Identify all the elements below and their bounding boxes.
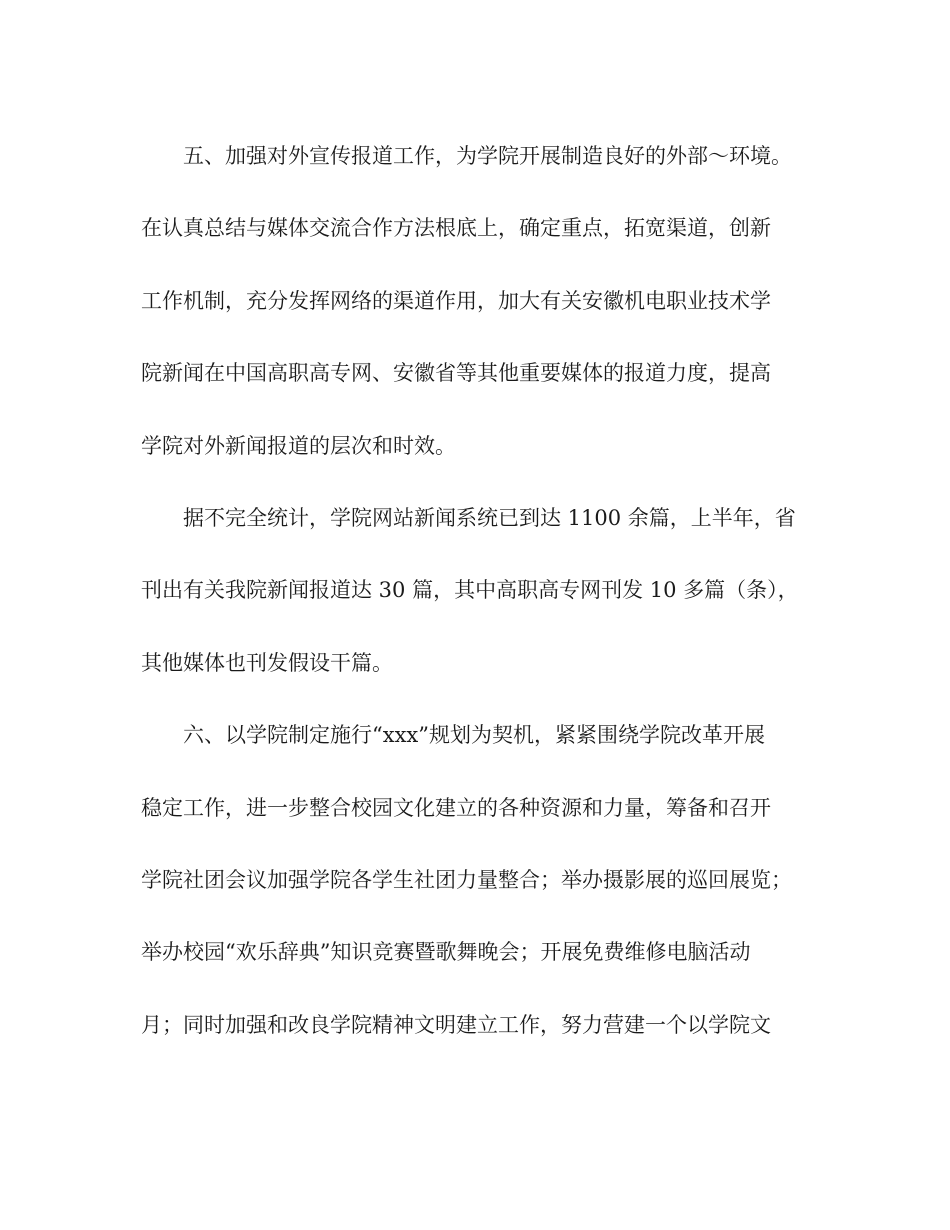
paragraph-6-line-4: 举办校园“欢乐辞典”知识竞赛暨歌舞晚会；开展免费维修电脑活动	[141, 940, 751, 965]
paragraph-6-line-5: 月；同时加强和改良学院精神文明建立工作，努力营建一个以学院文	[141, 1012, 771, 1037]
paragraph-6-line-1: 六、以学院制定施行“xxx”规划为契机，紧紧围绕学院改革开展	[183, 723, 765, 748]
document-body	[141, 120, 811, 1061]
statistics-paragraph-line-2: 刊出有关我院新闻报道达 30 篇，其中高职高专网刊发 10 多篇（条），	[141, 578, 799, 603]
paragraph-5-line-2: 在认真总结与媒体交流合作方法根底上，确定重点，拓宽渠道，创新	[141, 216, 771, 241]
paragraph-5-line-4: 院新闻在中国高职高专网、安徽省等其他重要媒体的报道力度，提高	[141, 361, 771, 386]
paragraph-5-line-3: 工作机制，充分发挥网络的渠道作用，加大有关安徽机电职业技术学	[141, 288, 771, 313]
statistics-paragraph-line-3: 其他媒体也刊发假设干篇。	[141, 650, 393, 675]
statistics-paragraph-line-1: 据不完全统计，学院网站新闻系统已到达 1100 余篇，上半年，省	[183, 505, 796, 530]
paragraph-6-line-3: 学院社团会议加强学院各学生社团力量整合；举办摄影展的巡回展览；	[141, 867, 792, 892]
paragraph-5-line-1: 五、加强对外宣传报道工作，为学院开展制造良好的外部～环境。	[183, 144, 792, 168]
paragraph-5-line-5: 学院对外新闻报道的层次和时效。	[141, 433, 456, 458]
paragraph-6-line-2: 稳定工作，进一步整合校园文化建立的各种资源和力量，筹备和召开	[141, 795, 771, 820]
